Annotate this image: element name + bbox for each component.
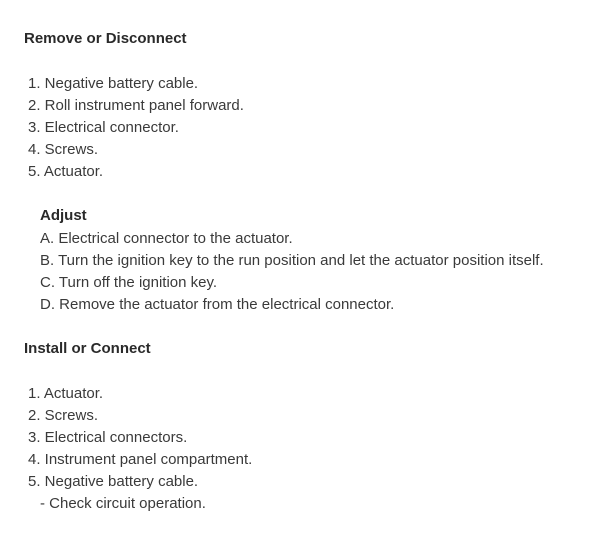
install-heading: Install or Connect <box>24 340 151 357</box>
adjust-step-b: B. Turn the ignition key to the run position and let the actuator position itself. <box>40 252 544 269</box>
remove-step-5: 5. Actuator. <box>28 163 104 180</box>
remove-heading: Remove or Disconnect <box>24 30 187 47</box>
install-note: - Check circuit operation. <box>40 495 206 512</box>
remove-step-3: 3. Electrical connector. <box>28 119 179 136</box>
install-step-2: 2. Screws. <box>28 407 99 424</box>
adjust-heading: Adjust <box>40 207 87 224</box>
adjust-step-c: C. Turn off the ignition key. <box>40 274 218 291</box>
remove-step-1: 1. Negative battery cable. <box>28 75 199 92</box>
remove-step-4: 4. Screws. <box>28 141 99 158</box>
install-step-4: 4. Instrument panel compartment. <box>28 451 253 468</box>
adjust-step-a: A. Electrical connector to the actuator. <box>40 230 293 247</box>
install-step-1: 1. Actuator. <box>28 385 104 402</box>
adjust-step-d: D. Remove the actuator from the electrical connector. <box>40 296 395 313</box>
install-step-3: 3. Electrical connectors. <box>28 429 188 446</box>
install-step-5: 5. Negative battery cable. <box>28 473 199 490</box>
remove-step-2: 2. Roll instrument panel forward. <box>28 97 244 114</box>
